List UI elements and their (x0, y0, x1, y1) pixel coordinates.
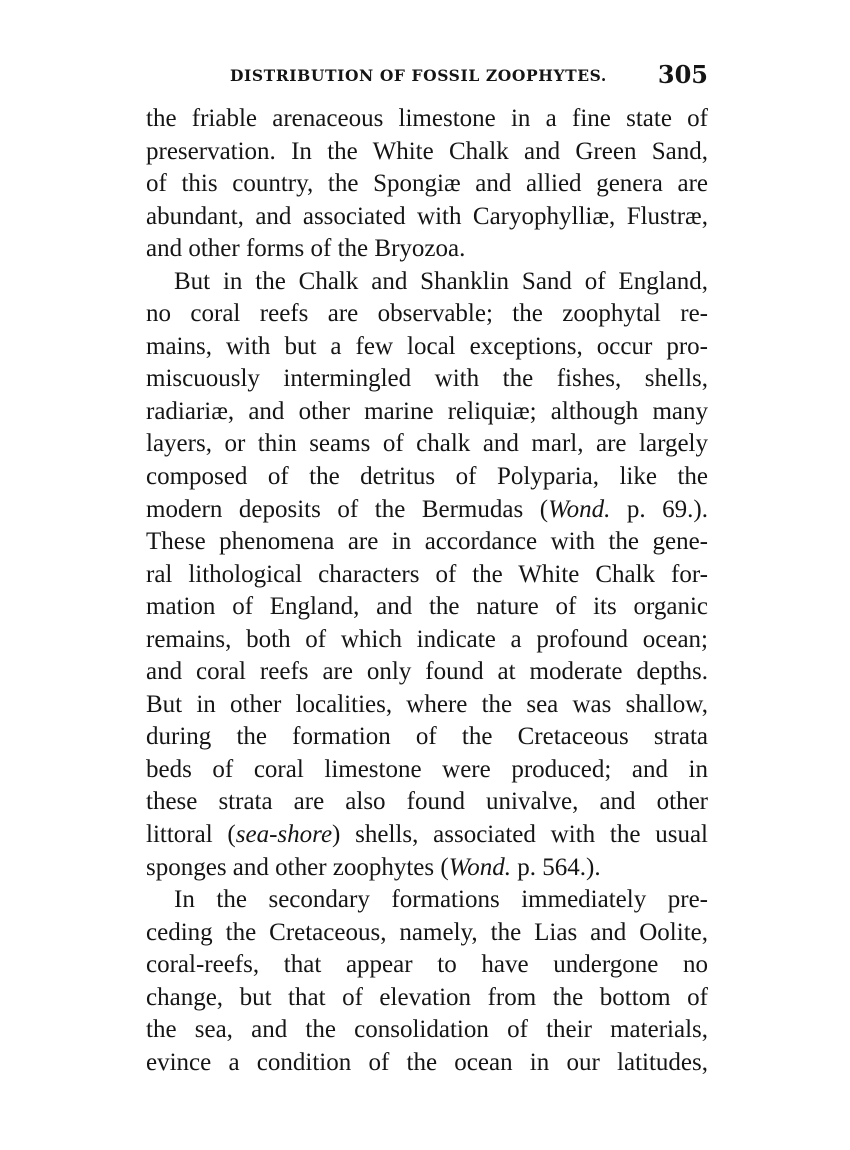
text-line: In the secondary formations immediately pre- (174, 886, 708, 914)
running-title: DISTRIBUTION OF FOSSIL ZOOPHYTES. (230, 66, 607, 85)
text-line: mation of England, and the nature of its organic (146, 593, 708, 621)
text-line: layers, or thin seams of chalk and marl, are largely (146, 430, 708, 458)
italic-term: Wond. (448, 853, 511, 881)
text-line: radiariæ, and other marine reliquiæ; although many (146, 397, 708, 425)
text-line: the friable arenaceous limestone in a fine state of (146, 105, 708, 132)
text-line: and coral reefs are only found at moderate depths. (146, 658, 708, 686)
text-line: abundant, and associated with Caryophylliæ, Flustræ, (146, 202, 708, 230)
italic-term: Wond. (548, 495, 611, 523)
text-line: these strata are also found univalve, and other (146, 788, 708, 816)
text-line: during the formation of the Cretaceous strata (146, 723, 708, 751)
text-line: littoral (sea-shore) shells, associated with the usual (146, 821, 708, 849)
text-line: of this country, the Spongiæ and allied genera are (146, 170, 708, 198)
text-line: miscuously intermingled with the fishes, shells, (146, 365, 708, 393)
text-line: coral-reefs, that appear to have undergone no (146, 951, 708, 979)
body-text (146, 103, 708, 1079)
text-line: and other forms of the Bryozoa. (146, 235, 466, 263)
text-line: But in other localities, where the sea was shallow, (146, 690, 708, 718)
text-line: beds of coral limestone were produced; and in (146, 755, 708, 783)
italic-term: sea-shore (235, 821, 333, 849)
text-line: composed of the detritus of Polyparia, like the (146, 463, 708, 491)
text-line: sponges and other zoophytes (Wond. p. 564.). (146, 853, 601, 881)
text-line: change, but that of elevation from the bottom of (146, 983, 708, 1011)
text-line: These phenomena are in accordance with the gene- (146, 528, 708, 556)
running-header (146, 60, 708, 92)
text-line: modern deposits of the Bermudas (Wond. p. 69.). (146, 495, 708, 523)
page-number: 305 (657, 60, 708, 89)
text-line: ral lithological characters of the White Chalk for- (146, 560, 708, 588)
text-line: remains, both of which indicate a profound ocean; (146, 625, 708, 653)
text-line: evince a condition of the ocean in our latitudes, (146, 1048, 708, 1076)
text-line: But in the Chalk and Shanklin Sand of England, (174, 267, 708, 295)
text-line: mains, with but a few local exceptions, occur pro- (146, 332, 708, 360)
text-line: preservation. In the White Chalk and Green Sand, (146, 137, 708, 165)
text-line: no coral reefs are observable; the zoophytal re- (146, 300, 708, 328)
text-line: ceding the Cretaceous, namely, the Lias and Oolite, (146, 918, 708, 946)
text-line: the sea, and the consolidation of their materials, (146, 1016, 708, 1044)
